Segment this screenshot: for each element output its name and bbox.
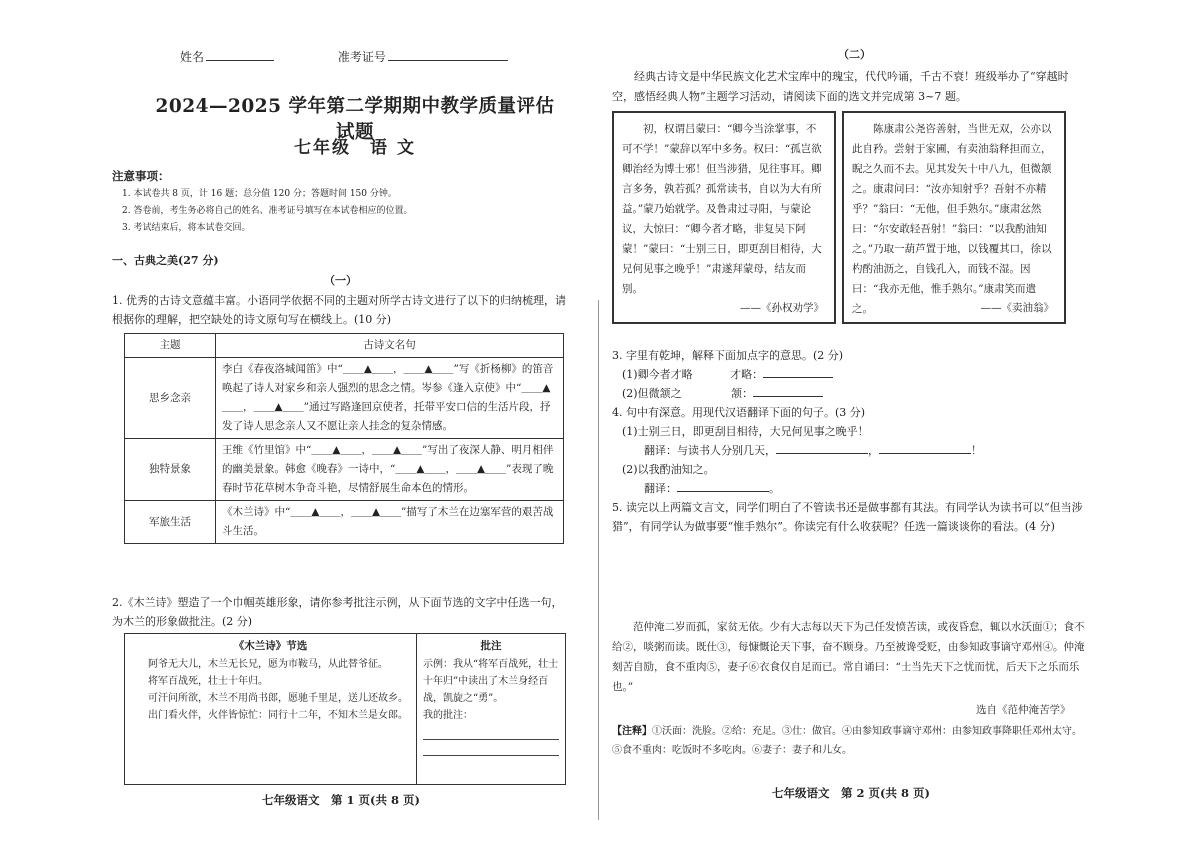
name-label: 姓名 [180, 50, 205, 64]
annotation-panel [417, 634, 565, 784]
theme-cell: 独特景象 [125, 439, 216, 501]
mulan-box [124, 633, 566, 785]
notes-list [122, 186, 412, 237]
passage-source: 选自《范仲淹苦学》 [976, 704, 1071, 716]
passage-sunquan [612, 111, 836, 324]
section-2-intro: 经典古诗文是中华民族文化艺术宝库中的瑰宝，代代吟诵，千古不衰！班级举办了“穿越时空，感悟经典人物”主题学习活动，请阅读下面的选文并完成第 3~7 题。 [612, 70, 1069, 103]
q3-1-word: 才略： [730, 368, 764, 381]
answer-line[interactable] [776, 453, 868, 454]
question-1: 1. 优秀的古诗文意蕴丰富。小语同学依据不同的主题对所学古诗文进行了以下的归纳梳理，请根据你的理解，把空缺处的诗文原句写在横线上。(10 分) [112, 294, 566, 326]
question-4-1-translation: 翻译：与读书人分别几天， ， ！ [644, 444, 982, 457]
name-row [180, 48, 508, 65]
passage-oil-seller [842, 111, 1066, 324]
passage-text: 初，权谓吕蒙曰：“卿今当涂掌事，不可不学！”蒙辞以军中多务。权曰：“孤岂欲卿治经为博士邪！但当涉猎，见往事耳。卿言多务，孰若孤？孤常读书，自以为大有所益。”蒙乃始就学。及鲁肃过寻阳，与蒙论议，大惊曰：“卿今者才略，非复吴下阿蒙！”蒙曰：“士别三日，即更刮目相待，大兄何见事之晚乎！”肃遂拜蒙母，结友而别。 [622, 123, 822, 295]
excerpt-panel [125, 634, 417, 784]
passage-source: ——《孙权劝学》 [740, 302, 824, 314]
annotation-mine-label: 我的批注： [423, 710, 473, 721]
q3-2-word: 颔： [731, 387, 754, 400]
answer-line[interactable] [763, 377, 833, 378]
table-row [125, 439, 564, 501]
name-field[interactable] [206, 60, 274, 61]
question-4-2-translation: 翻译： 。 [644, 482, 780, 495]
poem-table [124, 333, 564, 544]
annotation-line[interactable] [423, 724, 559, 740]
lines-cell[interactable]: 李白《春夜洛城闻笛》中“＿＿▲＿＿，＿＿▲＿＿”写《折杨柳》的笛音唤起了诗人对家乡和亲人强烈的思念之情。岑参《逢入京使》中“＿＿▲＿＿，＿＿▲＿＿”通过写路逢回京使者，托带平安口信的生活片段，抒发了诗人思念亲人又不愿让亲人挂念的复杂情感。 [216, 358, 564, 439]
passage-fan-zhongyan: 范仲淹二岁而孤，家贫无依。少有大志每以天下为己任发愤苦读，或夜昏怠，辄以水沃面①；食不给②，啖粥而读。既仕③，每慷慨论天下事，奋不顾身。乃至被谗受贬，由参知政事谪守邓州④。仲淹刻苦自励，食不重肉⑤，妻子⑥衣食仅自足而已。常自诵曰：“士当先天下之忧而忧，后天下之乐而乐也。” [612, 621, 1085, 693]
question-5: 5. 读完以上两篇文言文，同学们明白了不管读书还是做事都有其法。有同学认为读书可以“但当涉猎”，有同学认为做事要“惟手熟尔”。你读完有什么收获呢？任选一篇谈谈你的看法。(4 分) [612, 501, 1083, 533]
question-4: 4. 句中有深意。用现代汉语翻译下面的句子。(3 分) [612, 406, 866, 419]
annotation-title: 批注 [480, 640, 502, 652]
table-row [125, 501, 564, 544]
page-title: 2024—2025 学年第二学期期中教学质量评估试题 [155, 96, 555, 143]
page-divider [598, 300, 599, 820]
part-2-heading: （二） [838, 48, 871, 61]
note-label: 【注释】 [612, 726, 652, 737]
note-text: ①沃面：洗脸。②给：充足。③仕：做官。④由参知政事谪守邓州：由参知政事降职任邓州太守。⑤食不重肉：吃饭时不多吃肉。⑥妻子：妻子和儿女。 [612, 726, 1082, 756]
theme-cell: 军旅生活 [125, 501, 216, 544]
theme-cell: 思乡念亲 [125, 358, 216, 439]
notes-item: 1. 本试卷共 8 页，计 16 题；总分值 120 分；答题时间 150 分钟。 [122, 189, 397, 199]
annotation-line[interactable] [423, 740, 559, 756]
excerpt-title: 《木兰诗》节选 [233, 640, 308, 652]
page-subtitle: 七年级 语 文 [294, 138, 416, 158]
question-2: 2.《木兰诗》塑造了一个巾帼英雄形象，请你参考批注示例，从下面节选的文字中任选一句，为木兰的形象做批注。(2 分) [112, 596, 563, 628]
question-4-1: (1)士别三日，即更刮目相待，大兄何见事之晚乎！ [622, 425, 869, 438]
lines-cell[interactable]: 《木兰诗》中“＿＿▲＿＿，＿＿▲＿＿”描写了木兰在边塞军营的艰苦战斗生活。 [216, 501, 564, 544]
answer-line[interactable] [879, 453, 971, 454]
lines-cell[interactable]: 王维《竹里馆》中“＿＿▲＿＿，＿＿▲＿＿”写出了夜深人静、明月相伴的幽美景象。韩愈《晚春》一诗中，“＿＿▲＿＿，＿＿▲＿＿”表现了晚春时节花草树木争奇斗艳，尽情舒展生命本色的情形。 [216, 439, 564, 501]
annotation-example: 示例：我从“将军百战死，壮士十年归”中读出了木兰身经百战，凯旋之“勇”。 [423, 659, 559, 704]
question-3-1 [612, 365, 1086, 384]
answer-line[interactable] [753, 396, 823, 397]
passage-notes [612, 722, 1086, 760]
q3-2-text: (2)但微颔之 [622, 387, 682, 400]
table-row [125, 358, 564, 439]
section-1-heading: 一、古典之美(27 分) [112, 254, 219, 267]
notes-item: 2. 答卷前，考生务必将自己的姓名、准考证号填写在本试卷相应的位置。 [122, 206, 413, 216]
exam-no-field[interactable] [388, 60, 508, 61]
notes-heading: 注意事项： [112, 169, 170, 183]
table-header-lines: 古诗文名句 [216, 334, 564, 358]
question-3-2 [612, 384, 1086, 403]
q4-1-tr-label: 翻译：与读书人分别几天， [644, 444, 776, 457]
question-4-2: (2)以我酌油知之。 [622, 463, 715, 476]
q3-1-text: (1)卿今者才略 [622, 368, 693, 381]
exam-no-label: 准考证号 [337, 50, 386, 64]
passage-source: ——《卖油翁》 [980, 302, 1054, 314]
notes-item: 3. 考试结束后，将本试卷交回。 [122, 223, 251, 233]
answer-line[interactable] [677, 491, 769, 492]
questions-3-5 [612, 346, 1086, 536]
excerpt-para: 阿爷无大儿，木兰无长兄，愿为市鞍马，从此替爷征。 [148, 659, 388, 670]
table-header-theme: 主题 [125, 334, 216, 358]
excerpt-para: 出门看火伴，火伴皆惊忙：同行十二年，不知木兰是女郎。 [148, 710, 408, 721]
q4-2-tr-label: 翻译： [644, 482, 677, 495]
excerpt-para: 将军百战死，壮士十年归。 [148, 676, 268, 687]
page-footer: 七年级语文 第 2 页(共 8 页) [772, 786, 930, 800]
question-3: 3. 字里有乾坤，解释下面加点字的意思。(2 分) [612, 349, 844, 362]
excerpt-para: 可汗问所欲，木兰不用尚书郎，愿驰千里足，送儿还故乡。 [148, 693, 408, 704]
passage-text: 陈康肃公尧咨善射，当世无双，公亦以此自矜。尝射于家圃，有卖油翁释担而立，睨之久而不去。见其发矢十中八九，但微颔之。康肃问曰：“汝亦知射乎？吾射不亦精乎？”翁曰：“无他，但手熟尔。”康肃忿然曰：“尔安敢轻吾射！”翁曰：“以我酌油知之。”乃取一葫芦置于地，以钱覆其口，徐以杓酌油沥之，自钱孔入，而钱不湿。因曰：“我亦无他，惟手熟尔。”康肃笑而遣之。 [852, 123, 1052, 315]
part-1-heading: （一） [324, 274, 357, 287]
page-footer: 七年级语文 第 1 页(共 8 页) [262, 793, 420, 807]
